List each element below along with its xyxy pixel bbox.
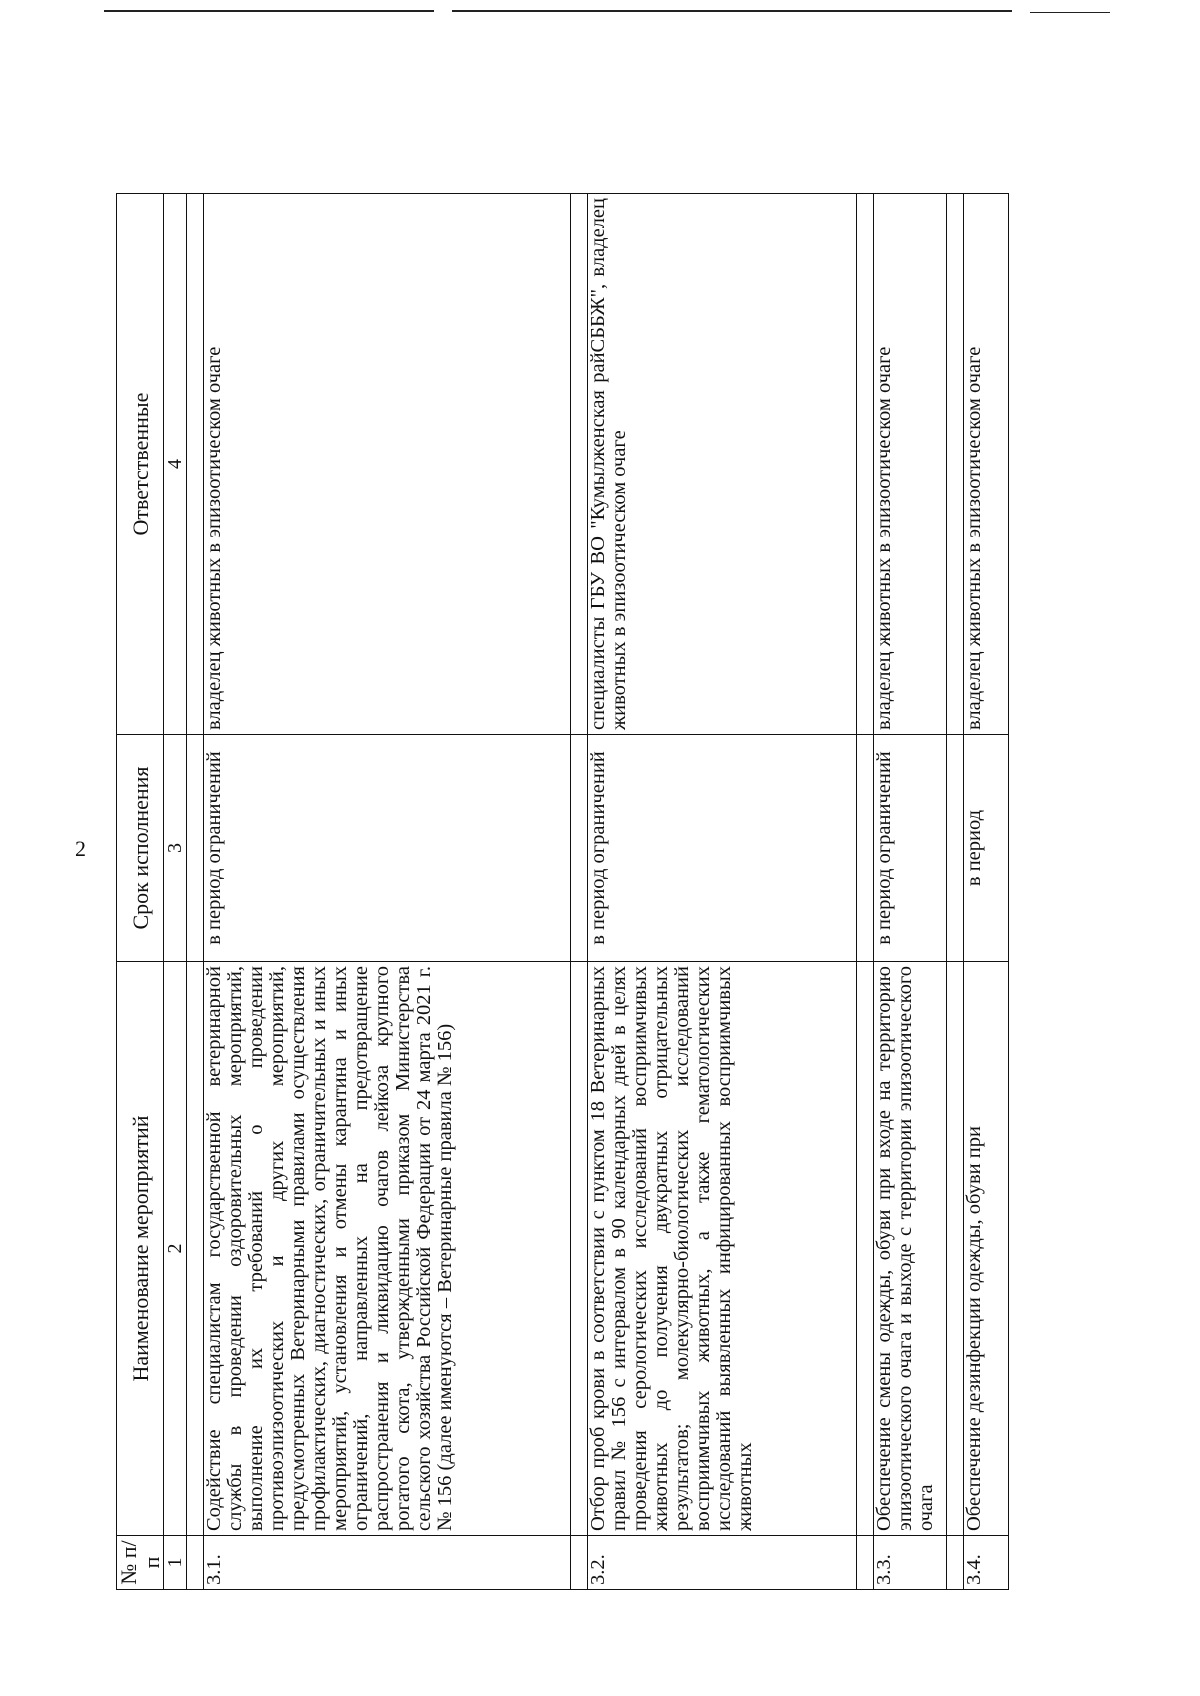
row-number: 3.2.: [588, 1536, 857, 1590]
measure-cell: Отбор проб крови в соответствии с пунктом 18 Ветеринарных правил № 156 с интервалом в 90 календарных дней в целях проведения серологических исследований восприимчивых животных до получения двукратных отрицательных результатов; молекулярно-биологических исследований восприимчивых животных, а также гематологических исследований выявленных инфицированных восприимчивых животных: [588, 962, 857, 1536]
deadline-cell: в период: [964, 735, 1009, 962]
spacer-row: [947, 194, 964, 1590]
column-number: 2: [164, 962, 187, 1536]
measures-table: [116, 193, 1009, 1590]
measure-cell: Обеспечение смены одежды, обуви при входе на территорию эпизоотического очага и выходе с территории эпизоотического очага: [874, 962, 947, 1536]
responsible-cell: владелец животных в эпизоотическом очаге: [964, 194, 1009, 735]
column-number: 4: [164, 194, 187, 735]
measure-cell: Содействие специалистам государственной ветеринарной службы в проведении оздоровительных мероприятий, выполнение их требований о проведении противоэпизоотических и других мероприятий, предусмотренных Ветеринарными правилами осуществления профилактических, диагностических, ограничительных и иных мероприятий, установления и отмены карантина и иных ограничений, направленных на предотвращение распространения и ликвидацию очагов лейкоза крупного рогатого скота, утвержденными приказом Министерства сельского хозяйства Российской Федерации от 24 марта 2021 г. № 156 (далее именуются – Ветеринарные правила № 156): [204, 962, 571, 1536]
scan-edge-line: [1030, 12, 1110, 13]
spacer-cell: [187, 962, 204, 1536]
spacer-cell: [187, 194, 204, 735]
spacer-row: [571, 194, 588, 1590]
header-number: № п/п: [117, 1536, 164, 1590]
spacer-row: [187, 194, 204, 1590]
responsible-cell: владелец животных в эпизоотическом очаге: [204, 194, 571, 735]
spacer-cell: [947, 194, 964, 735]
spacer-cell: [571, 735, 588, 962]
row-number: 3.4.: [964, 1536, 1009, 1590]
header-measure: Наименование мероприятий: [117, 962, 164, 1536]
spacer-cell: [857, 1536, 874, 1590]
table-row: [588, 194, 857, 1590]
table-row: [874, 194, 947, 1590]
row-number: 3.1.: [204, 1536, 571, 1590]
spacer-cell: [187, 1536, 204, 1590]
table-row: [204, 194, 571, 1590]
rotated-document-sheet: [116, 194, 985, 1590]
row-number: 3.3.: [874, 1536, 947, 1590]
table-header-row: [117, 194, 164, 1590]
table-row: [964, 194, 1009, 1590]
column-number: 3: [164, 735, 187, 962]
header-deadline: Срок исполнения: [117, 735, 164, 962]
spacer-cell: [947, 962, 964, 1536]
spacer-row: [857, 194, 874, 1590]
responsible-cell: владелец животных в эпизоотическом очаге: [874, 194, 947, 735]
header-responsible: Ответственные: [117, 194, 164, 735]
spacer-cell: [571, 194, 588, 735]
deadline-cell: в период ограничений: [204, 735, 571, 962]
column-number: 1: [164, 1536, 187, 1590]
scan-edge-line: [452, 10, 1012, 12]
spacer-cell: [857, 962, 874, 1536]
spacer-cell: [571, 962, 588, 1536]
spacer-cell: [571, 1536, 588, 1590]
responsible-cell: специалисты ГБУ ВО "Кумылженская райСББЖ", владелец животных в эпизоотическом очаге: [588, 194, 857, 735]
spacer-cell: [857, 735, 874, 962]
page-number: 2: [75, 836, 86, 861]
column-number-row: [164, 194, 187, 1590]
deadline-cell: в период ограничений: [588, 735, 857, 962]
spacer-cell: [947, 735, 964, 962]
measure-cell: Обеспечение дезинфекции одежды, обуви при: [964, 962, 1009, 1536]
scan-edge-line: [104, 10, 434, 12]
spacer-cell: [857, 194, 874, 735]
spacer-cell: [187, 735, 204, 962]
deadline-cell: в период ограничений: [874, 735, 947, 962]
spacer-cell: [947, 1536, 964, 1590]
